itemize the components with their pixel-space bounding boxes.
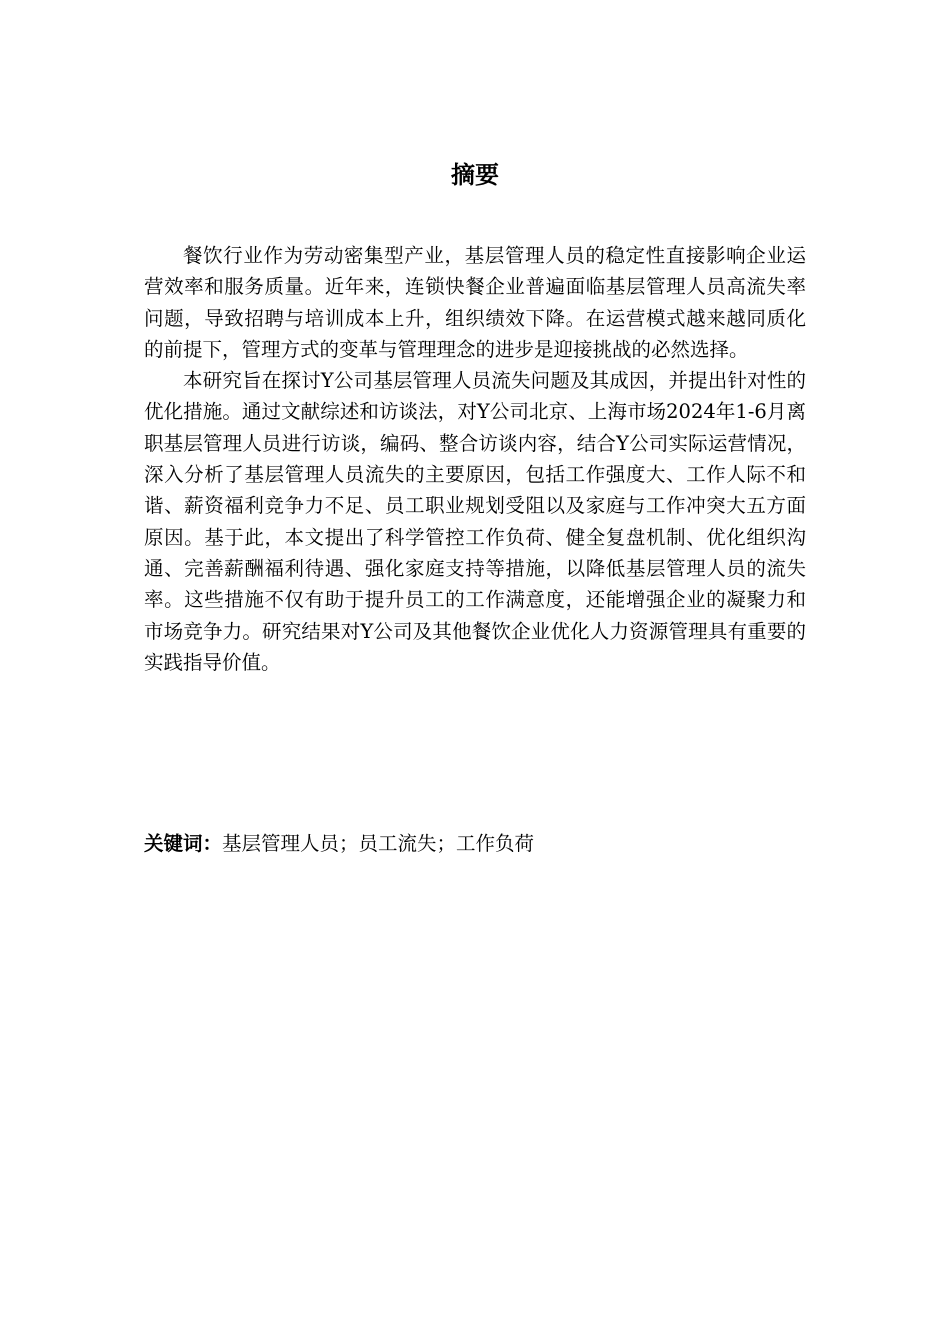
- abstract-title: 摘要: [451, 161, 499, 189]
- keywords-line: [144, 828, 806, 859]
- abstract-body: [144, 240, 806, 678]
- keywords-label: 关键词：: [144, 832, 223, 855]
- abstract-paragraph-2: 本研究旨在探讨Y公司基层管理人员流失问题及其成因，并提出针对性的优化措施。通过文献综述和访谈法，对Y公司北京、上海市场2024年1-6月离职基层管理人员进行访谈，编码、整合访谈内容，结合Y公司实际运营情况，深入分析了基层管理人员流失的主要原因，包括工作强度大、工作人际不和谐、薪资福利竞争力不足、员工职业规划受阻以及家庭与工作冲突大五方面原因。基于此，本文提出了科学管控工作负荷、健全复盘机制、优化组织沟通、完善薪酬福利待遇、强化家庭支持等措施，以降低基层管理人员的流失率。这些措施不仅有助于提升员工的工作满意度，还能增强企业的凝聚力和市场竞争力。研究结果对Y公司及其他餐饮企业优化人力资源管理具有重要的实践指导价值。: [144, 369, 806, 674]
- abstract-paragraph-1: 餐饮行业作为劳动密集型产业，基层管理人员的稳定性直接影响企业运营效率和服务质量。近年来，连锁快餐企业普遍面临基层管理人员高流失率问题，导致招聘与培训成本上升，组织绩效下降。在运营模式越来越同质化的前提下，管理方式的变革与管理理念的进步是迎接挑战的必然选择。: [144, 244, 806, 361]
- keywords-text: 基层管理人员；员工流失；工作负荷: [222, 832, 535, 855]
